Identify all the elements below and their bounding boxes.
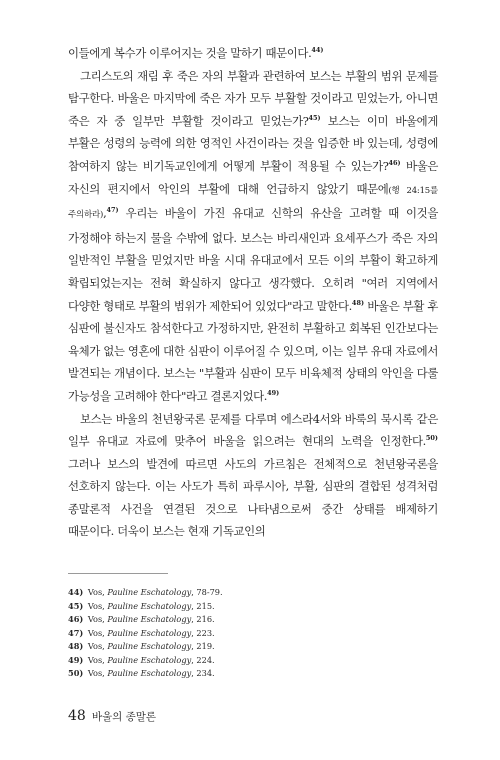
footnote-ref-44[interactable]: 44): [311, 46, 324, 55]
footnote-author: Vos,: [87, 654, 108, 665]
page-number: 48: [68, 708, 86, 724]
footnote-number: 50): [68, 668, 84, 679]
footnote-number: 45): [68, 600, 84, 611]
footnote-book-title: Pauline Eschatology: [107, 587, 192, 598]
paragraph-2-text-f: 바울은 부활 후 심판에 불신자도 참석한다고 가정하지만, 완전히 부활하고 회복된 인간보다는 육체가 없는 영혼에 대한 심판이 이루어질 수 있으며, 이는 일부 유대 자료에서 발견되는 개념이다. 보스는 "부활과 심판이 모두 비육체적 상태의 악인을 다룰 가능성을 고려해야 한다"라고 결론지었다.: [68, 298, 439, 403]
footnote-book-title: Pauline Eschatology: [107, 668, 192, 679]
footnote-book-title: Pauline Eschatology: [107, 600, 192, 611]
footnote-list: [68, 586, 438, 681]
footnote-pages: , 216.: [191, 614, 215, 625]
running-book-title: 바울의 종말론: [91, 711, 157, 723]
footnote-pages: , 78-79.: [191, 587, 223, 598]
footnote-item: [68, 640, 438, 654]
paragraph-1: [68, 42, 438, 65]
footnote-item: [68, 586, 438, 600]
footnote-pages: , 224.: [191, 654, 215, 665]
footnote-author: Vos,: [87, 641, 108, 652]
footnote-item: [68, 613, 438, 627]
footnote-book-title: Pauline Eschatology: [107, 614, 192, 625]
footnote-pages: , 234.: [191, 668, 215, 679]
footnote-number: 46): [68, 614, 84, 625]
footnote-ref-47[interactable]: 47): [106, 206, 119, 215]
footnote-item: [68, 654, 438, 668]
footnote-author: Vos,: [87, 587, 108, 598]
page-footer: [68, 708, 156, 724]
footnote-ref-48[interactable]: 48): [351, 298, 365, 307]
footnote-book-title: Pauline Eschatology: [107, 627, 192, 638]
footnote-number: 47): [68, 627, 84, 638]
footnote-ref-50[interactable]: 50): [425, 434, 438, 443]
footnote-book-title: Pauline Eschatology: [107, 654, 192, 665]
page-content: [68, 42, 438, 681]
footnote-author: Vos,: [87, 627, 108, 638]
footnote-author: Vos,: [87, 668, 108, 679]
footnote-author: Vos,: [87, 614, 108, 625]
footnote-author: Vos,: [87, 600, 108, 611]
paragraph-2-text-e: 우리는 바울이 가진 유대교 신학의 유산을 고려할 때 이것을 가정해야 하는지 물을 수밖에 없다. 보스는 바리새인과 요세푸스가 죽은 자의 일반적인 부활을 믿었지만 바울 시대 유대교에서 모든 이의 부활이 확고하게 확립되었는지는 전혀 확실하지 않다고 생각했다. 오히려 "여러 지역에서 다양한 형태로 부활의 범위가 제한되어 있었다"라고 말한다.: [68, 206, 438, 313]
body-text: [68, 42, 438, 543]
paragraph-3-text-a: 보스는 바울의 천년왕국론 문제를 다루며 에스라4서와 바룩의 묵시록 같은 일부 유대교 자료에 맞추어 바울을 읽으려는 현대의 노력을 인정한다.: [68, 411, 438, 449]
footnote-ref-49[interactable]: 49): [267, 389, 280, 398]
footnote-number: 49): [68, 654, 84, 665]
paragraph-3: [68, 408, 438, 544]
footnote-item: [68, 600, 438, 614]
footnote-number: 48): [68, 641, 84, 652]
footnote-item: [68, 627, 438, 641]
paragraph-2: [68, 65, 438, 408]
footnote-pages: , 223.: [191, 627, 215, 638]
footnote-pages: , 215.: [191, 600, 215, 611]
paragraph-3-text-b: 그러나 보스의 발견에 따르면 사도의 가르침은 전체적으로 천년왕국론을 선호하지 않는다. 이는 사도가 특히 파루시아, 부활, 심판의 결합된 성격처럼 종말론적 사건을 연결된 것으로 나타냄으로써 중간 상태를 배제하기 때문이다. 더욱이 보스는 현재 기독교인의: [68, 456, 438, 539]
footnote-ref-45[interactable]: 45): [308, 113, 321, 122]
paragraph-2-text-d: ,: [103, 206, 107, 221]
footnote-divider: [68, 573, 168, 574]
footnote-item: [68, 667, 438, 681]
footnote-number: 44): [68, 587, 84, 598]
scripture-reference: (행 24:15를 주의하라): [68, 185, 438, 221]
paragraph-1-text: 이들에게 복수가 이루어지는 것을 말하기 때문이다.: [68, 46, 312, 60]
paragraph-2-text-b: 보스는 이미 바울에게 부활은 성령의 능력에 의한 영적인 사건이라는 것을 입증한 바 있는데, 성령에 참여하지 않는 비기독교인에게 어떻게 부활이 적용될 수 있는가?: [68, 113, 438, 173]
paragraph-2-text-c: 바울은 자신의 편지에서 악인의 부활에 대해 언급하지 않았기 때문에: [68, 158, 438, 196]
paragraph-2-text-a: 그리스도의 재림 후 죽은 자의 부활과 관련하여 보스는 부활의 범위 문제를 탐구한다. 바울은 마지막에 죽은 자가 모두 부활할 것이라고 믿었는가, 아니면 죽은 자 중 일부만 부활할 것이라고 믿었는가?: [68, 68, 438, 128]
footnote-ref-46[interactable]: 46): [388, 159, 401, 168]
footnote-pages: , 219.: [191, 641, 215, 652]
footnote-book-title: Pauline Eschatology: [107, 641, 192, 652]
